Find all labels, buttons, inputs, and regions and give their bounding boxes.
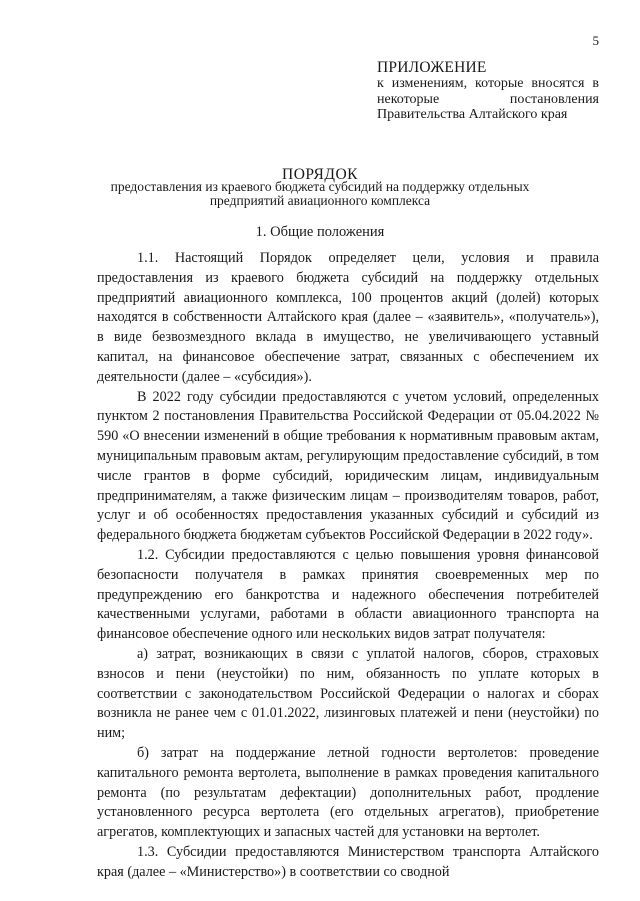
paragraph: 1.2. Субсидии предоставляются с целью повышения уровня финансовой безопасности получателя в рамках принятия своевременных мер по предупреждению его банкротства и надежного обеспечения потребителей качественными услугами, работами в области авиационного транспорта на финансовое обеспечение одного или нескольких видов затрат получателя: bbox=[97, 546, 599, 643]
document-title: ПОРЯДОК bbox=[282, 166, 358, 183]
appendix-title: ПРИЛОЖЕНИЕ bbox=[377, 59, 487, 76]
appendix-line: Правительства Алтайского края bbox=[377, 107, 568, 122]
paragraph: 1.3. Субсидии предоставляются Министерством транспорта Алтайского края (далее – «Министерство») в соответствии со сводной bbox=[97, 843, 599, 880]
paragraph: В 2022 году субсидии предоставляются с учетом условий, определенных пунктом 2 постановления Правительства Российской Федерации от 05.04.2022 № 590 «О внесении изменений в общие требования к нормативным правовым актам, муниципальным правовым актам, регулирующим предоставление субсидий, в том числе грантов в форме субсидий, юридическим лицам, индивидуальным предпринимателям, а также физическим лицам – производителям товаров, работ, услуг и об особенностях предоставления указанных субсидий и субсидий из федерального бюджета бюджетам субъектов Российской Федерации в 2022 году». bbox=[97, 388, 599, 544]
paragraph: а) затрат, возникающих в связи с уплатой налогов, сборов, страховых взносов и пени (неустойки) по ним, обязанность по уплате которых в соответствии с законодательством Российской Федерации о налогах и сборах возникла не ранее чем с 01.01.2022, лизинговых платежей и пени (неустойки) по ним; bbox=[97, 645, 599, 742]
appendix-line: некоторые постановления bbox=[377, 91, 599, 107]
page-number: 5 bbox=[592, 33, 599, 48]
paragraph: 1.1. Настоящий Порядок определяет цели, условия и правила предоставления из краевого бюджета субсидий на поддержку отдельных предприятий авиационного комплекса, 100 процентов акций (долей) которых находятся в собственности Алтайского края (далее – «заявитель», «получатель»), в виде безвозмездного вклада в имущество, не увеличивающего уставный капитал, на финансовое обеспечение затрат, связанных с обеспечением их деятельности (далее – «субсидия»). bbox=[97, 250, 599, 385]
paragraph: б) затрат на поддержание летной годности вертолетов: проведение капитального ремонта вертолета, выполнение в рамках проведения капитального ремонта (по результатам дефектации) дополнительных работ, продление установленного ресурса вертолета (его отдельных агрегатов), приобретение агрегатов, комплектующих и запасных частей для установки на вертолет. bbox=[97, 744, 599, 841]
appendix-line: к изменениям, которые вносятся в bbox=[377, 76, 599, 91]
document-subtitle: предоставления из краевого бюджета субсидий на поддержку отдельных предприятий авиационного комплекса bbox=[110, 179, 530, 208]
appendix-block bbox=[377, 59, 599, 123]
section-title: 1. Общие положения bbox=[255, 224, 385, 240]
document-body bbox=[97, 249, 599, 883]
